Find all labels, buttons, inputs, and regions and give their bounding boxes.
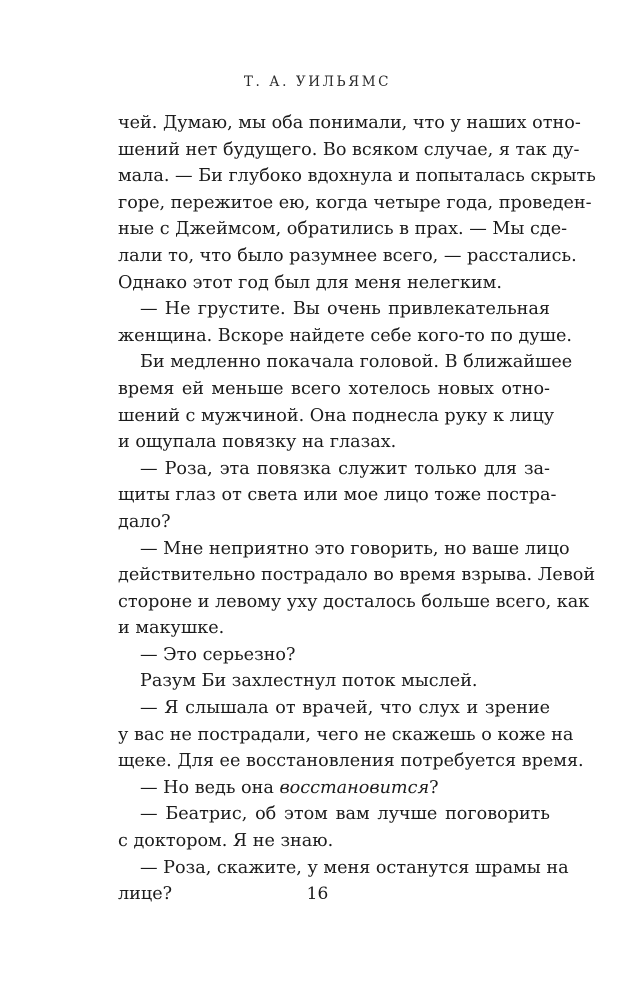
text-line: действительно пострадало во время взрыва. Левой [118,565,596,586]
text-line: шений нет будущего. Во всяком случае, я так ду- [118,139,580,160]
text-line: лице? [118,884,173,905]
text-line: щеке. Для ее восстановления потребуется время. [118,751,584,772]
text-line: время ей меньше всего хотелось новых отно- [118,378,550,399]
text-line: мала. — Би глубоко вдохнула и попыталась скрыть [118,166,596,187]
text-line: Однако этот год был для меня нелегким. [118,272,502,293]
text-line: с доктором. Я не знаю. [118,831,334,852]
body-text [118,110,596,908]
text-line: и ощупала повязку на глазах. [118,432,397,453]
text-line: — Мне неприятно это говорить, но ваше лицо [140,538,570,559]
running-head: Т. А. УИЛЬЯМС [243,74,392,90]
text-line: горе, пережитое ею, когда четыре года, проведен- [118,192,592,213]
text-line: лали то, что было разумнее всего, — расстались. [118,245,577,266]
text-line: — Это серьезно? [140,644,296,665]
text-segment: ? [429,777,439,798]
text-line [118,775,550,802]
text-line: — Роза, скажите, у меня останутся шрамы на [140,857,569,878]
text-line: женщина. Вскоре найдете себе кого-то по душе. [118,325,572,346]
page-number: 16 [306,884,329,904]
text-line: — Роза, эта повязка служит только для за- [140,458,550,479]
text-line: у вас не пострадали, чего не скажешь о коже на [118,724,574,745]
text-line: и макушке. [118,618,225,639]
text-line: стороне и левому уху досталось больше всего, как [118,591,590,612]
text-line: — Не грустите. Вы очень привлекательная [140,299,550,320]
emphasized-text: восстановится [279,777,430,798]
text-line: Разум Би захлестнул поток мыслей. [140,671,478,692]
text-line: — Я слышала от врачей, что слух и зрение [140,698,550,719]
text-line: шений с мужчиной. Она поднесла руку к лицу [118,405,555,426]
text-line: — Беатрис, об этом вам лучше поговорить [140,804,550,825]
text-segment: — Но ведь она [140,777,280,798]
text-line: чей. Думаю, мы оба понимали, что у наших отно- [118,113,581,133]
text-line: дало? [118,511,171,532]
text-line: ные с Джеймсом, обратились в прах. — Мы сде- [118,219,568,240]
text-line: Би медленно покачала головой. В ближайшее [140,352,573,373]
text-line: щиты глаз от света или мое лицо тоже постра- [118,485,557,506]
